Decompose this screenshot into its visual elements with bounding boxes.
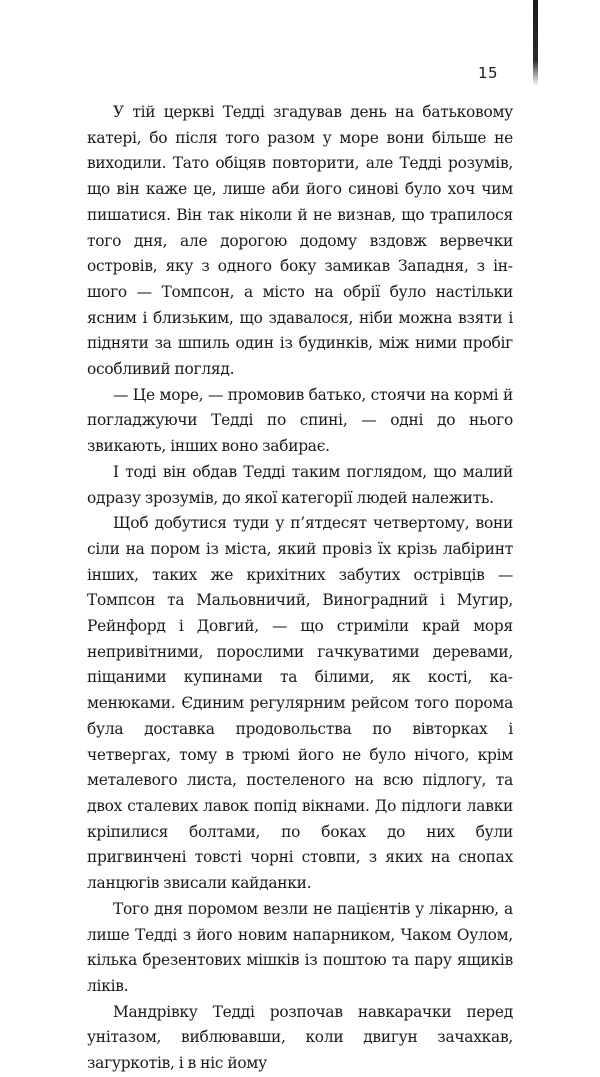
body-text bbox=[87, 100, 513, 1077]
page-edge-mark bbox=[533, 0, 538, 86]
page-number: 15 bbox=[478, 64, 499, 82]
paragraph-2: — Це море, — промовив батько, стоячи на кормі й погладжуючи Тедді по спині, — одні до нього звикають, інших воно забирає. bbox=[87, 385, 513, 456]
paragraph-6: Мандрівку Тедді розпочав навкарачки перед унітазом, виблювавши, коли двигун зачахкав, загуркотів, і в ніс йому bbox=[87, 1002, 513, 1073]
paragraph-4: Щоб добутися туди у п’ятдесят четвертому, вони сіли на пором із міста, який провіз їх крізь лабіринт інших, таких же крихітних забутих острівців — Томпсон та Мальовничий, Виноградний і Мугир, Рейнфорд і Довгий, — що стриміли край моря непривітними, порослими гачкуватими деревами, піщаними купинами та білими, як кості, каменюками. Єдиним регулярним рейсом того порома була доставка продовольства по вівторках і четвергах, тому в трюмі його не було нічого, крім металевого листа, постеленого на всю підлогу, та двох сталевих лавок попід вікнами. До підлоги лавки кріпилися болтами, по боках до них були пригвинчені товсті чорні стовпи, з яких на снопах ланцюгів звисали кайданки. bbox=[87, 514, 513, 893]
paragraph-1: У тій церкві Тедді згадував день на батьковому катері, бо після того разом у море вони більше не виходили. Тато обіцяв повторити, але Тедді розумів, що він каже це, лише аби його синові було хоч чим пишатися. Він так ніколи й не визнав, що трапилося того дня, але дорогою додому вздовж вервечки островів, яку з одного боку замикав Западня, з іншого — Томпсон, а місто на обрії було настільки ясним і близьким, що здавалося, ніби можна взяти і підняти за шпиль один із будинків, між ними пробіг особливий погляд. bbox=[87, 103, 513, 379]
paragraph-5: Того дня поромом везли не пацієнтів у лікарню, а лише Тедді з його новим напарником, Чаком Оулом, кілька брезентових мішків із поштою та пару ящиків ліків. bbox=[87, 899, 513, 995]
paragraph-3: І тоді він обдав Тедді таким поглядом, що малий одразу зрозумів, до якої категорії людей належить. bbox=[87, 462, 513, 507]
